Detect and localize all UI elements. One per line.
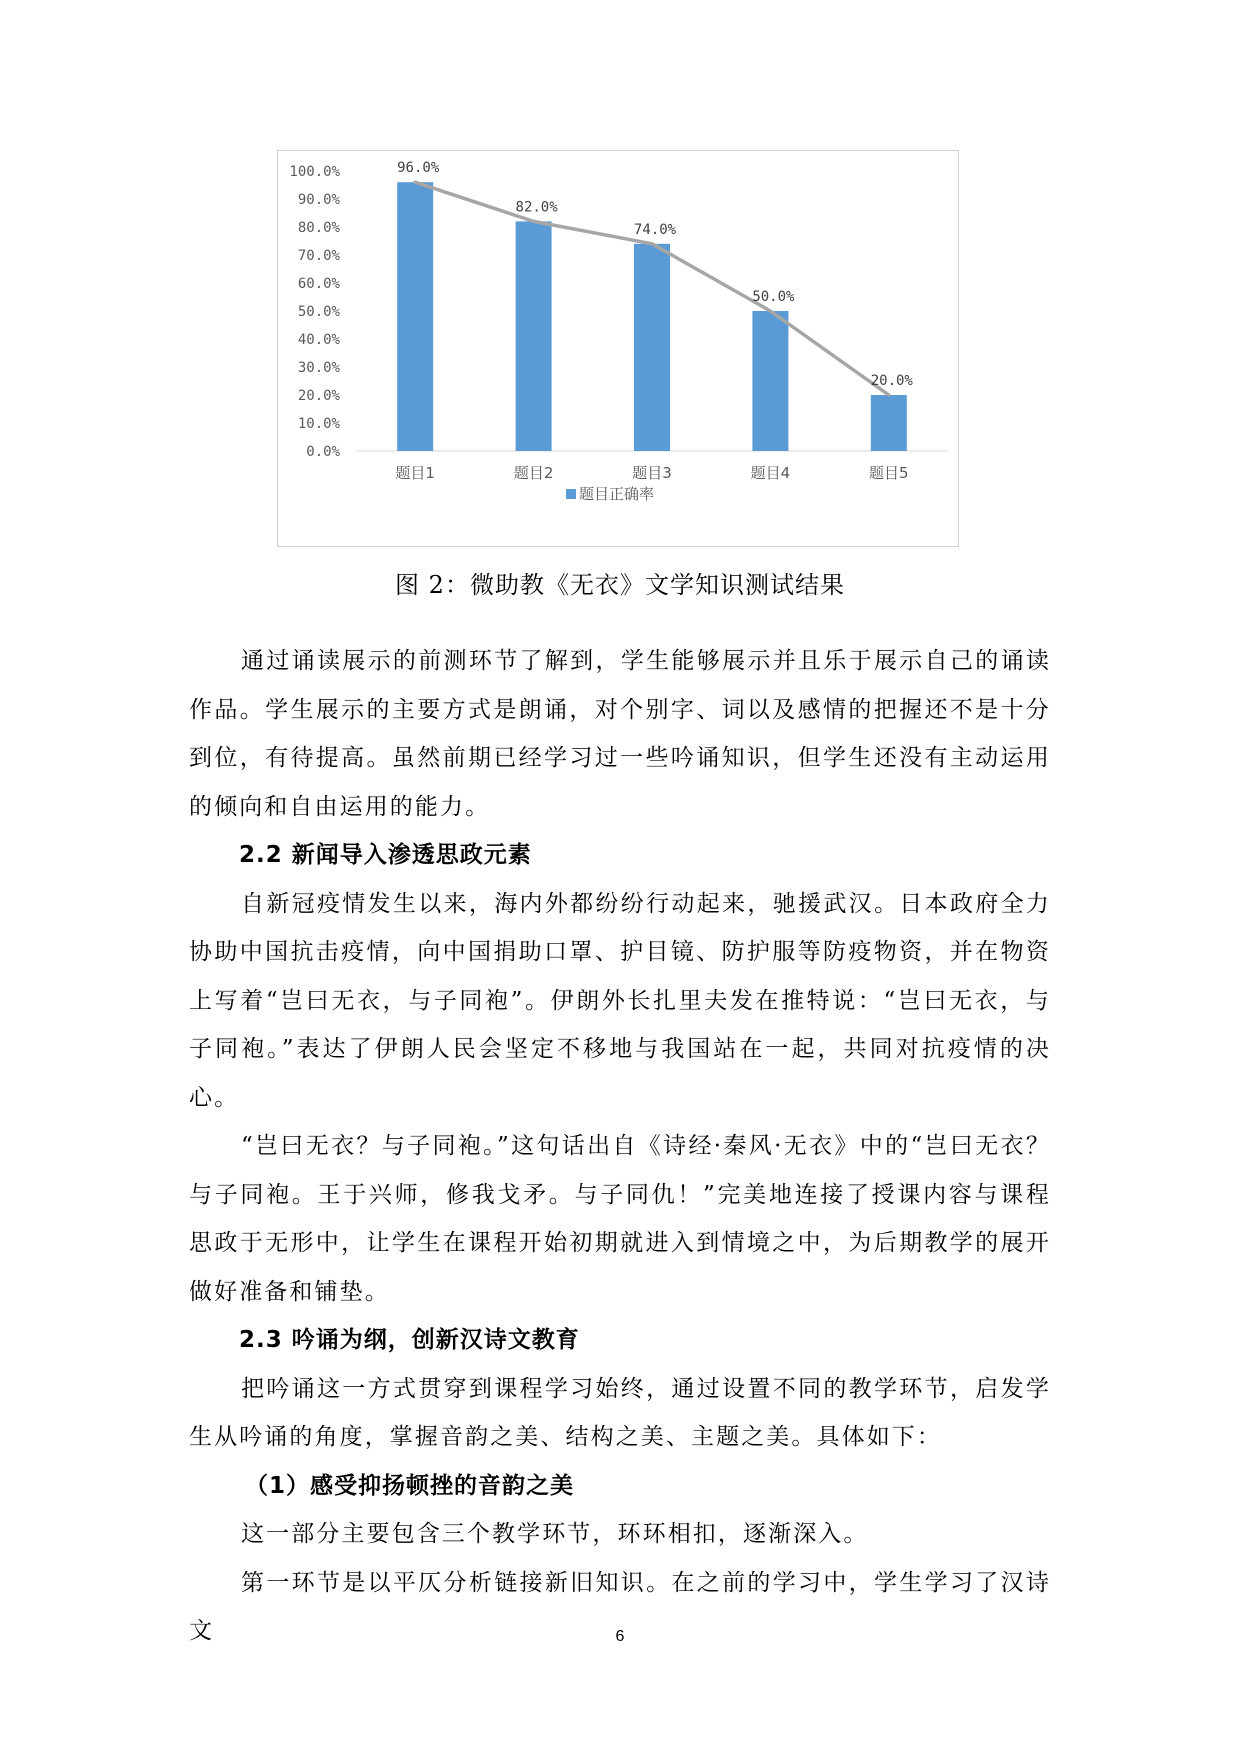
y-tick-label: 40.0%: [297, 332, 340, 348]
y-tick-label: 90.0%: [297, 192, 340, 208]
section-heading-2-3: 2.3 吟诵为纲，创新汉诗文教育: [239, 1327, 580, 1353]
data-label: 20.0%: [870, 373, 913, 389]
x-category-label: 题目3: [632, 464, 672, 482]
bar: [634, 244, 670, 451]
chart-container: [277, 150, 959, 547]
y-tick-label: 60.0%: [297, 276, 340, 292]
data-label: 50.0%: [752, 289, 795, 305]
paragraph-pretest: 通过诵读展示的前测环节了解到，学生能够展示并且乐于展示自己的诵读作品。学生展示的主要方式是朗诵，对个别字、词以及感情的把握还不是十分到位，有待提高。虽然前期已经学习过一些吟诵知识，但学生还没有主动运用的倾向和自由运用的能力。: [189, 648, 1051, 820]
x-category-label: 题目2: [513, 464, 554, 482]
paragraph-first-step: 第一环节是以平仄分析链接新旧知识。在之前的学习中，学生学习了汉诗文: [189, 1569, 1051, 1644]
bar: [871, 395, 907, 451]
bar: [752, 311, 788, 451]
data-label: 74.0%: [633, 221, 677, 238]
bar-chart: [278, 151, 960, 548]
legend-swatch: [566, 489, 576, 499]
data-label: 96.0%: [397, 160, 440, 177]
y-tick-label: 70.0%: [297, 248, 340, 264]
x-category-label: 题目4: [750, 464, 791, 482]
x-category-label: 题目1: [395, 464, 435, 482]
legend-label: 题目正确率: [579, 485, 655, 503]
section-heading-2-2: 2.2 新闻导入渗透思政元素: [239, 842, 532, 868]
figure-caption: 图 2：微助教《无衣》文学知识测试结果: [395, 571, 845, 599]
y-tick-label: 0.0%: [306, 444, 340, 460]
paragraph-quote: “岂曰无衣？与子同袍。”这句话出自《诗经·秦风·无衣》中的“岂曰无衣？与子同袍。王于兴师，修我戈矛。与子同仇！”完美地连接了授课内容与课程思政于无形中，让学生在课程开始初期就进入到情境之中，为后期教学的展开做好准备和铺垫。: [189, 1133, 1051, 1305]
data-label: 82.0%: [515, 199, 558, 216]
y-tick-label: 50.0%: [297, 304, 340, 320]
bar: [516, 221, 552, 451]
paragraph-three-steps: 这一部分主要包含三个教学环节，环环相扣，逐渐深入。: [241, 1521, 869, 1547]
paragraph-chanting: 把吟诵这一方式贯穿到课程学习始终，通过设置不同的教学环节，启发学生从吟诵的角度，掌握音韵之美、结构之美、主题之美。具体如下：: [189, 1375, 1051, 1450]
subsection-heading-1: （1）感受抑扬顿挫的音韵之美: [245, 1472, 575, 1499]
paragraph-news: 自新冠疫情发生以来，海内外都纷纷行动起来，驰援武汉。日本政府全力协助中国抗击疫情，向中国捐助口罩、护目镜、防护服等防疫物资，并在物资上写着“岂曰无衣，与子同袍”。伊朗外长扎里夫发在推特说：“岂曰无衣，与子同袍。”表达了伊朗人民会坚定不移地与我国站在一起，共同对抗疫情的决心。: [189, 890, 1051, 1111]
y-tick-label: 100.0%: [289, 164, 340, 180]
y-tick-label: 10.0%: [297, 416, 340, 432]
x-category-label: 题目5: [869, 464, 909, 482]
bar: [397, 182, 433, 451]
page-number: 6: [615, 1628, 625, 1645]
y-tick-label: 20.0%: [297, 388, 340, 404]
y-tick-label: 80.0%: [297, 220, 340, 236]
y-tick-label: 30.0%: [297, 360, 340, 376]
body-text: [189, 637, 1051, 1656]
